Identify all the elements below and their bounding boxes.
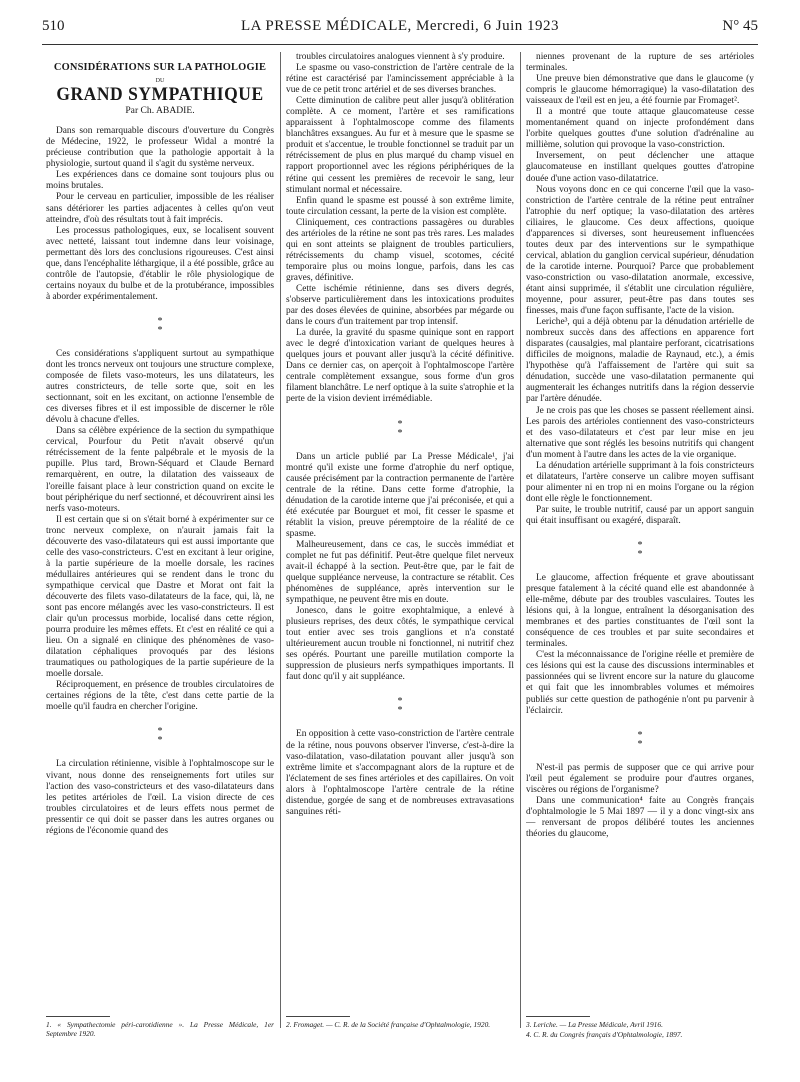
footnote: 2. Fromaget. — C. R. de la Société française d'Ophtalmologie, 1920.	[286, 1020, 491, 1029]
paragraph: En opposition à cette vaso-constriction de l'artère centrale de la rétine, nous pouvons observer l'inverse, c'est-à-dire la vaso-dilatation, vaso-dilatation pouvant aller jusqu'à son extrême limite et s'accompagnant alors de la rupture et de l'éclatement de ses fines artérioles et des capillaires. On voit alors à l'ophtalmoscope l'artère centrale de la rétine distendue, gorgée de sang et de nombreuses extravasations sanguines réti-	[286, 729, 514, 817]
paragraph: Il est certain que si on s'était borné à expérimenter sur ce tronc nerveux complexe, on n'aurait jamais fait la découverte des vaso-dilatateurs qui est aussi importante que celle des vaso-constricteurs. C'est en excitant à leur origine, à la partie supérieure de la moelle dorsale, les racines médullaires antérieures qui se rendent dans le tronc du sympathique cervical que Dastre et Morat ont fait la découverte des filets vaso-dilatateurs de la face, qui, là, ne sont pas encore mélangés avec les vaso-constricteurs. Il est clair qu'un processus morbide, localisé dans cette région, pourra produire les mêmes effets. Et c'est en réalité ce qui a lieu. On a signalé en clinique des phénomènes de vaso-dilatation céphaliques provoqués par des lésions traumatiques ou pathologiques de la partie supérieure de la moelle dorsale.	[46, 514, 274, 680]
footnote: 3. Leriche. — La Presse Médicale, Avril 1916.	[526, 1020, 663, 1029]
paragraph: Nous voyons donc en ce qui concerne l'œil que la vaso-constriction de l'artère centrale de la rétine peut entraîner l'atrophie du nerf optique; la vaso-dilatation des artères ciliaires, le glaucome. Ces deux affections, quoique d'apparences si diverses, sont heureusement influencées toutes deux par des interventions sur le sympathique cervical, ablation du ganglion cervical supérieur, dénudation de la carotide interne. Pourquoi? Parce que probablement vaso-constriction ou vaso-dilatation anormale, excessive, étant ainsi supprimée, il s'établit une circulation régulière, moyenne, pour assurer, peut-être pas dans toutes ses finesses, mais d'une façon suffisante, l'acte de la vision.	[526, 184, 754, 317]
paragraph: Dans son remarquable discours d'ouverture du Congrès de Médecine, 1922, le professeur Widal a montré la précieuse contribution que la pathologie apportait à la physiologie, surtout quand il s'agit du système nerveux.	[46, 126, 274, 170]
paragraph: Une preuve bien démonstrative que dans le glaucome (y compris le glaucome hémorragique) la vaso-dilatation des vaisseaux de l'œil est en jeu, a été fournie par Fromaget².	[526, 74, 754, 107]
paragraph: C'est la méconnaissance de l'origine réelle et première de ces lésions qui est la cause des discussions interminables et passionnées qui se livrent encore sur la nature du glaucome et qui fait que les innombrables volumes et mémoires publiés sur cette question de pathogénie n'ont pu parvenir à l'éclaircir.	[526, 650, 754, 716]
section-break-asterism: * *	[637, 729, 643, 750]
paragraph: Cette diminution de calibre peut aller jusqu'à oblitération complète. A ce moment, l'artère et ses ramifications apparaissent à l'ophtalmoscope comme des filaments blanchâtres exsangues. Au fur et à mesure que le spasme se produit et s'accentue, le trouble fonctionnel se traduit par un rétrécissement de plus en plus marqué du champ visuel en rapport proportionnel avec les régions périphériques de la rétine qui cessent les premières de recevoir le sang, leur stimulant normal et nécessaire.	[286, 96, 514, 195]
paragraph: Les processus pathologiques, eux, se localisent souvent avec netteté, laissant tout indemne dans leur voisinage, permettant dès lors des conclusions rigoureuses. C'est ainsi que, dans l'encéphalite léthargique, il a été possible, grâce au contrôle de l'autopsie, d'établir le rôle physiologique de certains noyaux du bulbe et de la protubérance, impossibles à aborder expérimentalement.	[46, 225, 274, 302]
paragraph: La circulation rétinienne, visible à l'ophtalmoscope sur le vivant, nous donne des renseignements fort utiles sur l'action des vaso-constricteurs et des vaso-dilatateurs dans les petites artérioles de l'œil. La vision directe de ces troubles circulatoires et de leurs effets nous permet de pressentir ce qui doit se passer dans les autres organes ou régions de l'économie quand des	[46, 759, 274, 836]
footnote-rule	[526, 1016, 590, 1017]
paragraph: niennes provenant de la rupture de ses artérioles terminales.	[526, 52, 754, 74]
paragraph: Leriche³, qui a déjà obtenu par la dénudation artérielle de nombreux succès dans des affections en apparence fort disparates (causalgies, mal plantaire perforant, cicatrisations difficiles de moignons, maladie de Raynaud, etc.), a émis l'hypothèse qu'à l'affaissement de l'artère qui suit sa dénudation, succède une vaso-dilatation permanente qui augmenterait les échanges nutritifs dans la région desservie par l'artère dénudée.	[526, 317, 754, 405]
header-rule	[42, 44, 758, 45]
footnote: 1. « Sympathectomie péri-carotidienne ». La Presse Médicale, 1er Septembre 1920.	[46, 1020, 274, 1038]
running-header	[42, 18, 758, 44]
paragraph: troubles circulatoires analogues viennent à s'y produire.	[296, 52, 505, 62]
paragraph: Inversement, on peut déclencher une attaque glaucomateuse en instillant quelques gouttes d'atropine douée d'une action vaso-dilatatrice.	[526, 151, 754, 184]
paragraph: Les expériences dans ce domaine sont toujours plus ou moins brutales.	[46, 170, 274, 192]
paragraph: La dénudation artérielle supprimant à la fois constricteurs et dilatateurs, l'artère conserve un calibre moyen suffisant pour alimenter ni en trop ni en moins l'organe ou la région dont elle règle le fonctionnement.	[526, 460, 754, 504]
paragraph: N'est-il pas permis de supposer que ce qui arrive pour l'œil peut également se produire pour d'autres organes, viscères ou régions de l'organisme?	[526, 762, 754, 795]
paragraph: Enfin quand le spasme est poussé à son extrême limite, toute circulation cessant, la perte de la vision est complète.	[286, 195, 514, 217]
paragraph: Pour le cerveau en particulier, impossible de les réaliser sans détériorer les parties adjacentes à celles qu'on veut atteindre, d'où des résultats tout à fait imprécis.	[46, 192, 274, 225]
article-title-small: CONSIDÉRATIONS SUR LA PATHOLOGIE	[53, 62, 267, 73]
column-1	[46, 52, 274, 1082]
issue-number: N° 45	[722, 18, 758, 34]
paragraph: Je ne crois pas que les choses se passent réellement ainsi. Les parois des artérioles contiennent des vaso-constricteurs et des vaso-dilatateurs et c'est par leur mise en jeu alternative que sont réglés les besoins nutritifs qui changent d'un moment à l'autre dans les actes de la vie organique.	[526, 405, 754, 460]
paragraph: Dans sa célèbre expérience de la section du sympathique cervical, Pourfour du Petit n'avait observé qu'un rétrécissement de la fente palpébrale et le myosis de la pupille. Plus tard, Brown-Séquard et Claude Bernard remarquèrent, en outre, la dilatation des vaisseaux de l'oreille faisant place à leur constriction quand on excite le bout périphérique du nerf sectionné, et découvrirent ainsi les nerfs vaso-moteurs.	[46, 426, 274, 514]
section-break-asterism: * *	[637, 540, 643, 561]
column-separator	[520, 52, 521, 1028]
paragraph: Cette ischémie rétinienne, dans ses divers degrés, s'observe particulièrement dans les intoxications produites par des doses élevées de quinine, absorbées par mégarde ou dans le cours d'un traitement par trop intensif.	[286, 283, 514, 328]
section-break-asterism: * *	[157, 726, 163, 747]
page-number: 510	[42, 18, 65, 34]
paragraph: Malheureusement, dans ce cas, le succès immédiat et complet ne fut pas définitif. Peut-être quelque filet nerveux avait-il échappé à la section. Peut-être que, par le fait de quelque suppléance nerveuse, la contracture se rétablit. Ces phénomènes de suppléance, après intervention sur le sympathique, ne peuvent être mis en doute.	[286, 539, 514, 606]
article-author: Par Ch. ABADIE.	[125, 105, 195, 117]
paragraph: Réciproquement, en présence de troubles circulatoires de certaines régions de la tête, c'est dans cette partie de la moelle qu'il faudra en chercher l'origine.	[46, 680, 274, 713]
footnote-rule	[286, 1016, 350, 1017]
paragraph: Jonesco, dans le goitre exophtalmique, a enlevé à plusieurs reprises, des deux côtés, le sympathique cervical tout entier avec ses trois ganglions et n'a constaté ultérieurement aucun trouble ni fonctionnel, ni nutritif chez ses opérés. Pourtant une pareille mutilation comporte la suppression de plusieurs nerfs sympathiques importants. Il faut donc qu'il y ait suppléance.	[286, 606, 514, 683]
paragraph: Par suite, le trouble nutritif, causé par un apport sanguin qui était insuffisant ou exagéré, disparaît.	[526, 504, 754, 526]
footnote-rule	[46, 1016, 110, 1017]
paragraph: Il a montré que toute attaque glaucomateuse cesse momentanément quand on injecte profondément dans l'orbite quelques gouttes d'une solution d'adrénaline au millième, solution qui provoque la vaso-constriction.	[526, 107, 754, 151]
paragraph: Cliniquement, ces contractions passagères ou durables des artérioles de la rétine ne sont pas très rares. Les malades qui en sont atteints se plaignent de troubles particuliers, rétrécissements du champ visuel, scotomes, cécité temporaire plus ou moins longue, parfois, dans les cas graves, définitive.	[286, 217, 514, 283]
section-break-asterism: * *	[397, 696, 403, 717]
article-title: GRAND SYMPATHIQUE	[56, 84, 264, 106]
column-separator	[280, 52, 281, 1028]
paragraph: La durée, la gravité du spasme quinique sont en rapport avec le degré d'intoxication variant de quelques heures à quelques jours et pouvant aller jusqu'à la cécité définitive. Dans ce dernier cas, on aperçoit à l'ophtalmoscope l'artère centrale complètement exsangue, sous forme d'un gros filament blanchâtre. Le nerf optique à la suite s'atrophie et la perte de la vision devient irrémédiable.	[286, 328, 514, 405]
column-2	[286, 52, 514, 1082]
article-title-du: DU	[155, 78, 165, 85]
column-3	[526, 52, 754, 1082]
paragraph: Le glaucome, affection fréquente et grave aboutissant presque fatalement à la cécité quand elle est abandonnée à elle-même, débute par des troubles vasculaires. Toutes les lésions qui, à la longue, entraînent la désorganisation des membranes et des parties constituantes de l'œil sont la conséquence de ces troubles et par suite secondaires et terminales.	[526, 573, 754, 650]
paragraph: Dans une communication⁴ faite au Congrès français d'ophtalmologie le 5 Mai 1897 — il y a donc vingt-six ans — renversant de propos délibéré toutes les anciennes théories du glaucome,	[526, 795, 754, 839]
paragraph: Le spasme ou vaso-constriction de l'artère centrale de la rétine est caractérisé par l'amincissement appréciable à la vue de ce petit tronc artériel et de ses diverses branches.	[286, 63, 514, 96]
paragraph: Dans un article publié par La Presse Médicale¹, j'ai montré qu'il existe une forme d'atrophie du nerf optique, causée précisément par la contraction permanente de l'artère centrale de la rétine. Dans cette forme d'atrophie, la dénudation de la carotide interne que j'ai préconisée, et qui a été exécutée par Bourguet et moi, fit cesser le spasme et rétablit la vision, preuve péremptoire de la réalité de ce spasme.	[286, 451, 514, 539]
footnote: 4. C. R. du Congrès français d'Ophtalmologie, 1897.	[526, 1030, 683, 1039]
section-break-asterism: * *	[157, 315, 163, 336]
article-title-block	[46, 62, 274, 116]
paragraph: Ces considérations s'appliquent surtout au sympathique dont les troncs nerveux ont toujours une structure complexe, composée de filets vaso-moteurs, les uns dilatateurs, les autres constricteurs, de telle sorte que, soit en les sectionnant, soit en les excitant, on actionne l'ensemble de ces diverses fibres et il est impossible de discerner le rôle dévolu à chacune d'elles.	[46, 348, 274, 426]
section-break-asterism: * *	[397, 418, 403, 439]
running-title: LA PRESSE MÉDICALE, Mercredi, 6 Juin 1923	[241, 18, 559, 34]
